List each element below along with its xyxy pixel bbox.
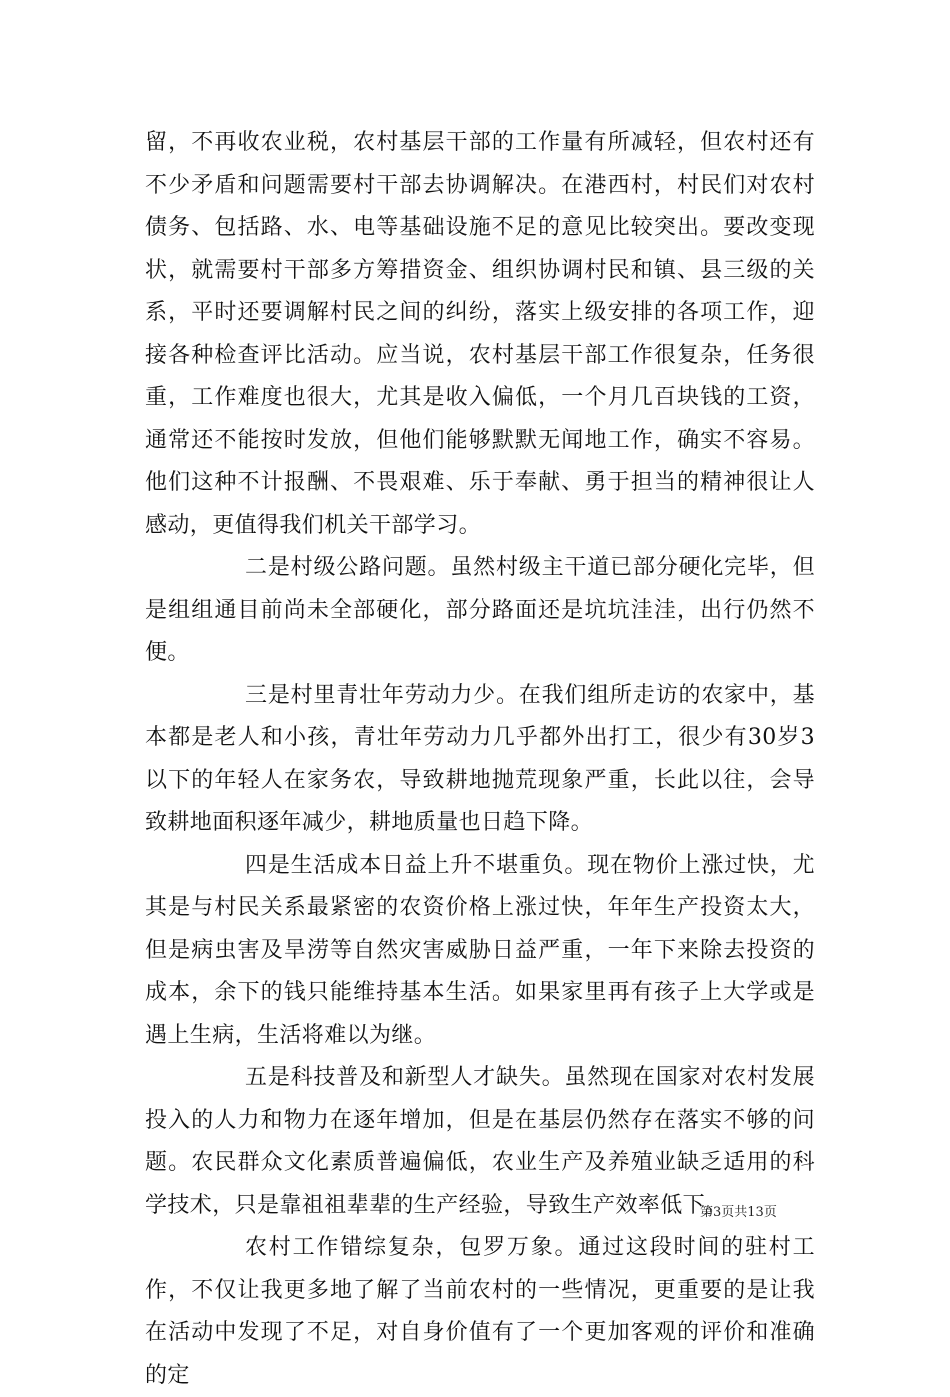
paragraph-tech-talent: 五是科技普及和新型人才缺失。虽然现在国家对农村发展投入的人力和物力在逐年增加，但是在基层仍然存在落实不够的问题。农民群众文化素质普遍偏低，农业生产及养殖业缺乏适用的科学技术，只是靠祖祖辈辈的生产经验，导致生产效率低下。 xyxy=(145,1065,815,1218)
paragraph-continuation: 留，不再收农业税，农村基层干部的工作量有所减轻，但农村还有不少矛盾和问题需要村干部去协调解决。在港西村，村民们对农村债务、包括路、水、电等基础设施不足的意见比较突出。要改变现状，就需要村干部多方筹措资金、组织协调村民和镇、县三级的关系，平时还要调解村民之间的纠纷，落实上级安排的各项工作，迎接各种检查评比活动。应当说，农村基层干部工作很复杂，任务很重，工作难度也很大，尤其是收入偏低，一个月几百块钱的工资，通常还不能按时发放，但他们能够默默无闻地工作，确实不容易。他们这种不计报酬、不畏艰难、乐于奉献、勇于担当的精神很让人感动，更值得我们机关干部学习。 xyxy=(145,130,815,538)
paragraph-labor-shortage: 三是村里青壮年劳动力少。在我们组所走访的农家中，基本都是老人和小孩，青壮年劳动力几乎都外出打工，很少有30岁3以下的年轻人在家务农，导致耕地抛荒现象严重，长此以往，会导致耕地面积逐年减少，耕地质量也日趋下降。 xyxy=(145,682,815,835)
paragraph-conclusion: 农村工作错综复杂，包罗万象。通过这段时间的驻村工作，不仅让我更多地了解了当前农村的一些情况，更重要的是让我在活动中发现了不足，对自身价值有了一个更加客观的评价和准确的定 xyxy=(145,1235,815,1388)
page-number-footer: 第3页共13页 xyxy=(700,1205,777,1220)
paragraph-living-costs: 四是生活成本日益上升不堪重负。现在物价上涨过快，尤其是与村民关系最紧密的农资价格上涨过快，年年生产投资太大，但是病虫害及旱涝等自然灾害威胁日益严重，一年下来除去投资的成本，余下的钱只能维持基本生活。如果家里再有孩子上大学或是遇上生病，生活将难以为继。 xyxy=(145,852,815,1048)
paragraph-village-roads: 二是村级公路问题。虽然村级主干道已部分硬化完毕，但是组组通目前尚未全部硬化，部分路面还是坑坑洼洼，出行仍然不便。 xyxy=(145,555,815,665)
